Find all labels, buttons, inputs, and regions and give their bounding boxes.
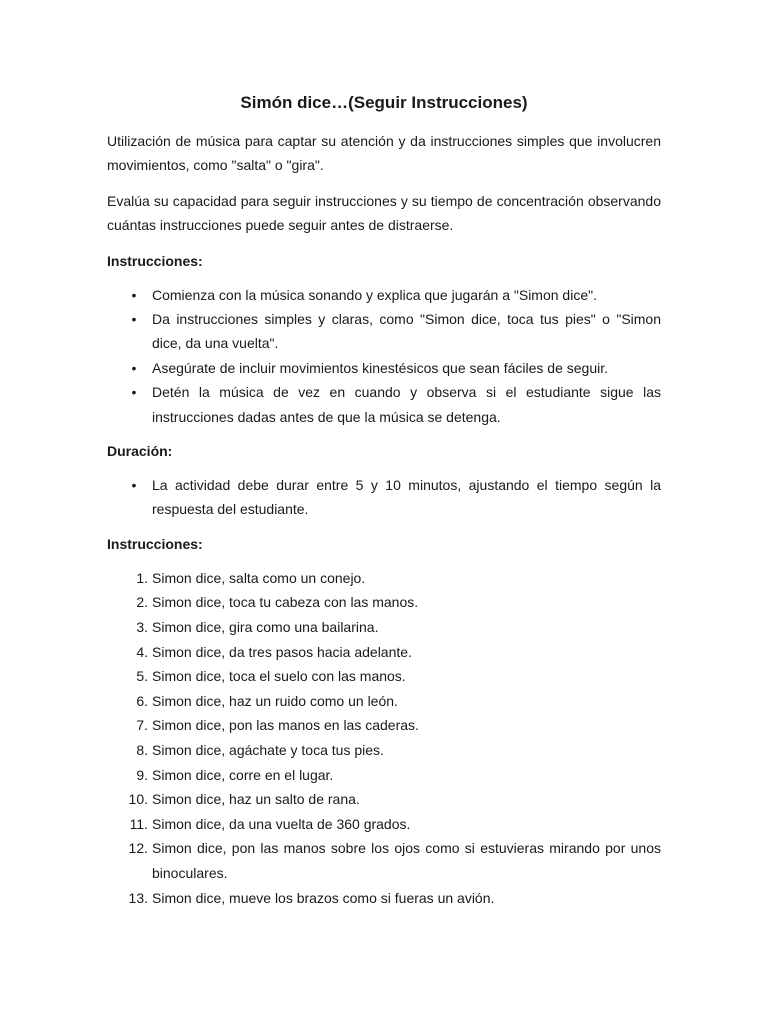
numbered-list-item [107, 713, 661, 738]
bullet-icon: • [131, 286, 137, 303]
numbered-list-item [107, 836, 661, 885]
list-number: 13. [128, 889, 148, 906]
list-number: 5. [136, 668, 148, 685]
numbered-item-text: Simon dice, haz un salto de rana. [152, 791, 360, 808]
numbered-list-item [107, 566, 661, 591]
bullet-list-item [107, 356, 661, 380]
numbered-list-item [107, 763, 661, 788]
bullet-item-text: Comienza con la música sonando y explica que jugarán a "Simon dice". [152, 286, 597, 303]
numbered-item-text: Simon dice, pon las manos sobre los ojos como si estuvieras mirando por unos binoculares. [152, 840, 661, 881]
bullet-icon: • [131, 384, 137, 401]
numbered-list-item [107, 689, 661, 714]
bullet-icon: • [131, 311, 137, 328]
section-heading-duracion: Duración: [107, 443, 173, 460]
bullet-item-text: Da instrucciones simples y claras, como "Simon dice, toca tus pies" o "Simon dice, da una vuelta". [152, 311, 661, 352]
list-number: 2. [136, 594, 148, 611]
list-number: 7. [136, 717, 148, 734]
numbered-item-text: Simon dice, da una vuelta de 360 grados. [152, 815, 411, 832]
list-number: 6. [136, 692, 148, 709]
numbered-list-item [107, 640, 661, 665]
section-heading-instrucciones: Instrucciones: [107, 252, 203, 269]
bullet-list-item [107, 307, 661, 356]
document-title: Simón dice…(Seguir Instrucciones) [240, 93, 528, 112]
numbered-item-text: Simon dice, gira como una bailarina. [152, 619, 379, 636]
numbered-item-text: Simon dice, haz un ruido como un león. [152, 692, 398, 709]
document-body [107, 129, 661, 910]
evaluation-paragraph: Evalúa su capacidad para seguir instrucciones y su tiempo de concentración observando cuántas instrucciones puede seguir antes de distraerse. [107, 192, 661, 234]
bullet-list-item [107, 473, 661, 522]
intro-paragraph: Utilización de música para captar su atención y da instrucciones simples que involucren movimientos, como "salta" o "gira". [107, 133, 661, 174]
numbered-item-text: Simon dice, agáchate y toca tus pies. [152, 742, 384, 759]
numbered-list-item [107, 615, 661, 640]
bullet-list-item [107, 283, 661, 307]
numbered-item-text: Simon dice, corre en el lugar. [152, 766, 334, 783]
instrucciones-numbered-list [107, 566, 661, 910]
list-number: 1. [136, 569, 148, 586]
list-number: 4. [136, 643, 148, 660]
list-number: 11. [129, 815, 148, 832]
numbered-item-text: Simon dice, pon las manos en las caderas. [152, 717, 419, 734]
numbered-list-item [107, 886, 661, 911]
bullet-icon: • [131, 359, 137, 376]
bullet-item-text: La actividad debe durar entre 5 y 10 minutos, ajustando el tiempo según la respuesta del estudiante. [152, 477, 661, 518]
list-number: 8. [136, 742, 148, 759]
list-number: 10. [128, 791, 148, 808]
instrucciones-bullet-list [107, 283, 661, 429]
numbered-item-text: Simon dice, da tres pasos hacia adelante. [152, 643, 412, 660]
numbered-list-item [107, 787, 661, 812]
list-number: 9. [136, 766, 148, 783]
numbered-item-text: Simon dice, salta como un conejo. [152, 569, 366, 586]
numbered-item-text: Simon dice, toca el suelo con las manos. [152, 668, 406, 685]
numbered-list-item [107, 812, 661, 837]
numbered-item-text: Simon dice, toca tu cabeza con las manos. [152, 594, 419, 611]
section-heading-instrucciones-list: Instrucciones: [107, 535, 203, 552]
numbered-list-item [107, 664, 661, 689]
numbered-list-item [107, 590, 661, 615]
bullet-item-text: Detén la música de vez en cuando y observa si el estudiante sigue las instrucciones dadas antes de que la música se detenga. [152, 384, 661, 425]
numbered-list-item [107, 738, 661, 763]
list-number: 12. [128, 840, 148, 857]
list-number: 3. [136, 619, 148, 636]
bullet-list-item [107, 380, 661, 429]
bullet-item-text: Asegúrate de incluir movimientos kinestésicos que sean fáciles de seguir. [152, 359, 609, 376]
duracion-bullet-list [107, 473, 661, 522]
numbered-item-text: Simon dice, mueve los brazos como si fueras un avión. [152, 889, 495, 906]
bullet-icon: • [131, 477, 137, 494]
